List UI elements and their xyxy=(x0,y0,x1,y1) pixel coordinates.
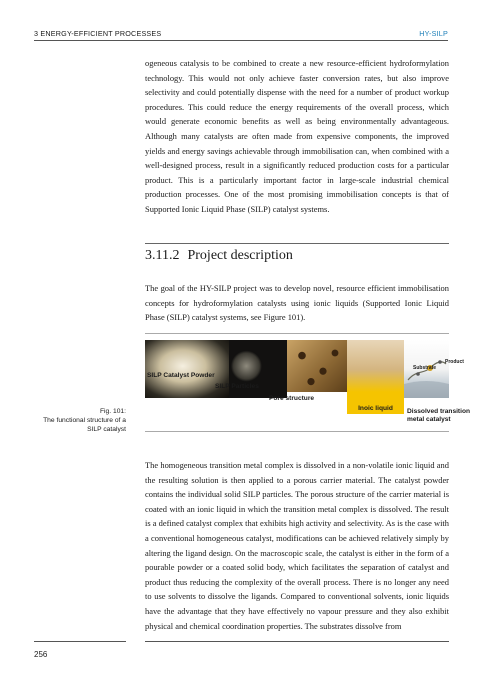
chapter-title: 3 ENERGY-EFFICIENT PROCESSES xyxy=(34,29,162,38)
label-dissolved-catalyst: Dissolved transition metal catalyst xyxy=(407,408,471,423)
label-silp-particles: SILP Particles xyxy=(215,383,259,390)
ionic-liquid-image xyxy=(347,340,404,414)
goal-paragraph: The goal of the HY-SILP project was to develop novel, resource efficient immobilisation concepts for hydroformylation catalysts using ionic liquids (Supported Ionic Liquid Phase (SILP) catalyst systems, see Figure 101). xyxy=(145,283,449,323)
pore-structure-image xyxy=(287,340,347,392)
header-rule xyxy=(34,40,448,41)
label-substrate: Substrate xyxy=(413,365,437,371)
intro-paragraph: ogeneous catalysis to be combined to create a new resource-efficient hydroformylation technology. This would not only achieve faster conversion rates, but also improve selectivity and could potentially dispense with the need for a number of product workup procedures. This could reduce the energy requirements of the overall process, which would generate economic benefits as well as being environmentally advantageous. Although many catalysts are often made from expensive components, the improved yields and energy savings achievable through immobilisation can, when combined with a well-designed process, result in a significantly reduced production costs for a particular product. This is a particularly important factor in large-scale industrial chemical production processes. One of the most promising immobilisation concepts is that of Supported Ionic Liquid Phase (SILP) catalyst systems. xyxy=(145,58,449,214)
running-title: HY-SILP xyxy=(419,29,448,38)
footer-rule-left xyxy=(34,641,126,642)
label-pore-structure: Pore structure xyxy=(269,395,315,402)
figure-rule-top xyxy=(145,333,449,334)
label-ionic-liquid: Inoic liquid xyxy=(347,404,404,414)
caption-text: The functional structure of a SILP catalyst xyxy=(43,417,126,433)
body-paragraph: The homogeneous transition metal complex is dissolved in a non-volatile ionic liquid and the resulting solution is then applied to a porous carrier material. The catalyst powder contains the individual solid SILP particles. The porous structure of the carrier material is coated with an ionic liquid in which the transition metal complex is dissolved. The result is a defined catalyst complex that exhibits high activity and selectivity. As is the case with a conventional homogeneous catalyst, modifications can be achieved relatively simply by altering the ligand design. On the macroscopic scale, the catalyst is either in the form of a pourable powder or a coated solid body, which facilitates the separation of catalyst and product thus reducing the complexity of the overall process. There is no longer any need to use solvents to dissolve the ligands. Compared to conventional solvents, ionic liquids have the advantage that they have effectively no vapour pressure and they also exhibit physical and chemical coordination properties. The substrates dissolve from xyxy=(145,460,449,631)
figure-caption xyxy=(34,407,126,434)
caption-number: Fig. 101: xyxy=(99,408,126,415)
section-title: Project description xyxy=(187,248,293,263)
page-number: 256 xyxy=(34,650,48,659)
figure-101 xyxy=(145,340,471,426)
section-number: 3.11.2 xyxy=(145,248,180,263)
footer-rule-main xyxy=(145,641,449,642)
figure-rule-bottom xyxy=(145,431,449,432)
label-catalyst-powder: SILP Catalyst Powder xyxy=(147,372,215,379)
section-heading xyxy=(145,248,449,264)
section-rule xyxy=(145,243,449,244)
label-product: Product xyxy=(445,359,464,365)
